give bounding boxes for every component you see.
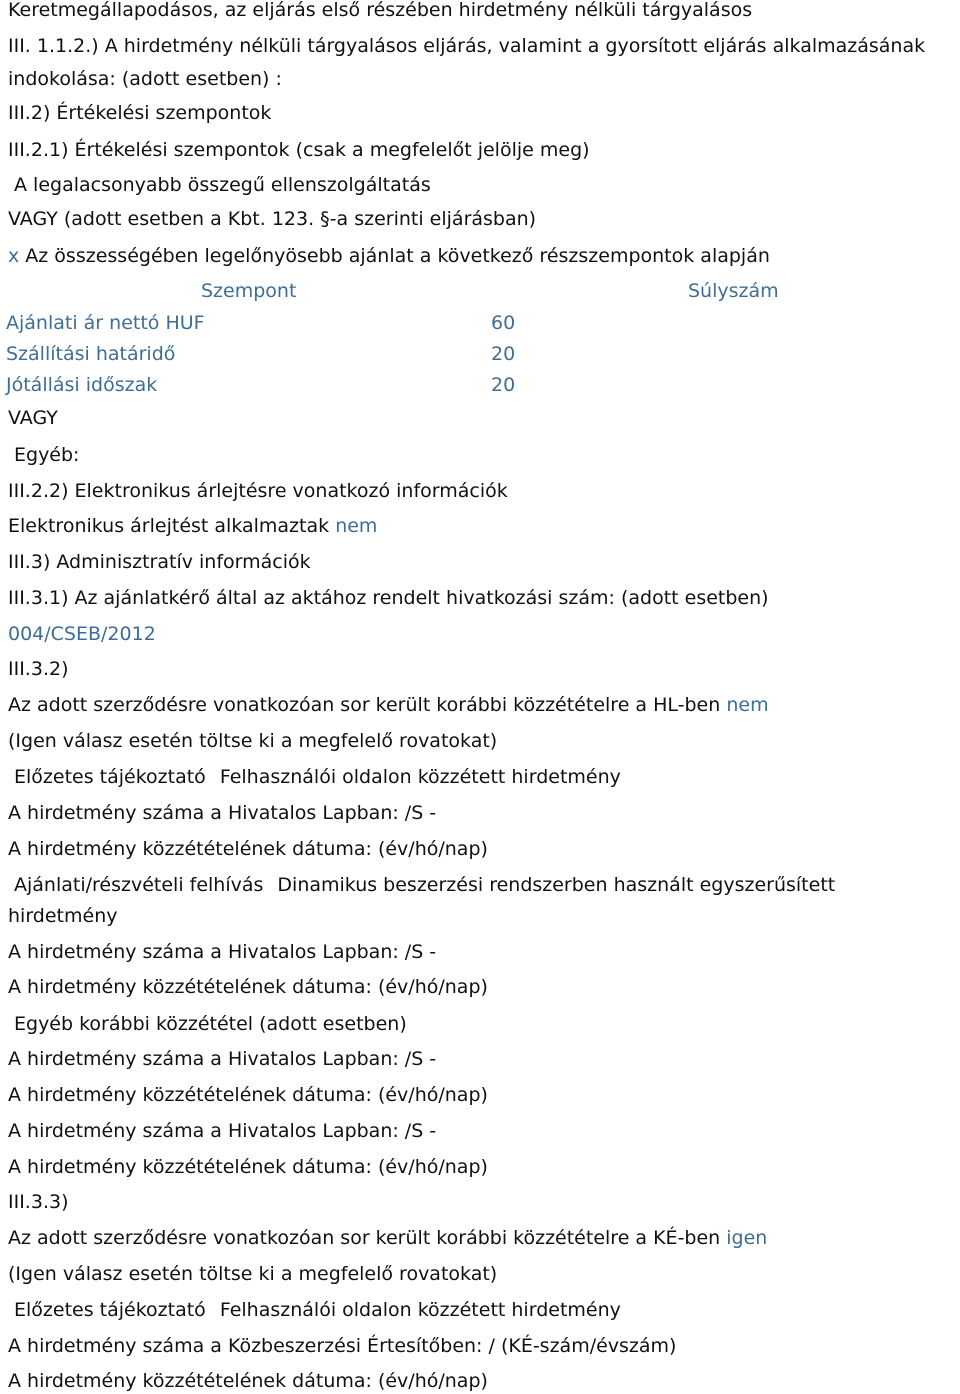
section-III-3-1-heading: III.3.1) Az ajánlatkérő által az aktához rendelt hivatkozási szám: (adott esetben) [8,587,769,609]
justification-line: indokolása: (adott esetben) : [8,68,282,90]
section-III-2-heading: III.2) Értékelési szempontok [8,102,272,124]
notice-publication-date: A hirdetmény közzétételének dátuma: (év/hó/nap) [8,1370,488,1392]
notice-publication-date: A hirdetmény közzétételének dátuma: (év/hó/nap) [8,838,488,860]
criterion-weight: 20 [491,374,516,396]
section-III-2-1-heading: III.2.1) Értékelési szempontok (csak a megfelelőt jelölje meg) [8,139,590,161]
section-III-3-heading: III.3) Adminisztratív információk [8,551,311,573]
notice-publication-date: A hirdetmény közzétételének dátuma: (év/hó/nap) [8,1084,488,1106]
prior-publication-hl-label: Az adott szerződésre vonatkozóan sor került korábbi közzétételre a HL-ben [8,694,721,716]
selected-mark: x [8,245,20,267]
prior-publication-ke-label: Az adott szerződésre vonatkozóan sor került korábbi közzétételre a KÉ-ben [8,1227,721,1249]
criterion-name: Szállítási határidő [6,343,176,365]
dps-simplified-notice-option: Dinamikus beszerzési rendszerben használt egyszerűsített [277,874,836,896]
procedure-type-line: Keretmegállapodásos, az eljárás első részében hirdetmény nélküli tárgyalásos [8,0,753,21]
best-value-label: Az összességében legelőnyösebb ajánlat a következő részszempontok alapján [25,245,770,267]
e-auction-line [8,513,377,539]
section-III-1-1-2-heading: III. 1.1.2.) A hirdetmény nélküli tárgyalásos eljárás, valamint a gyorsított eljárás alkalmazásának [8,35,926,57]
lowest-price-option: A legalacsonyabb összegű ellenszolgáltatás [14,174,431,196]
notice-type-options [14,872,835,898]
section-III-3-2-heading: III.3.2) [8,658,69,680]
prior-publication-hl-line [8,692,769,718]
notice-number-ojeu: A hirdetmény száma a Hivatalos Lapban: /S - [8,802,437,824]
e-auction-label: Elektronikus árlejtést alkalmaztak [8,515,330,537]
prior-publication-hl-value: nem [726,694,769,716]
notice-number-ojeu: A hirdetmény száma a Hivatalos Lapban: /S - [8,941,437,963]
or-kbt-line: VAGY (adott esetben a Kbt. 123. §-a szerinti eljárásban) [8,208,537,230]
notice-number-ojeu: A hirdetmény száma a Hivatalos Lapban: /S - [8,1048,437,1070]
other-prior-publication-option: Egyéb korábbi közzététel (adott esetben) [14,1013,407,1035]
fill-in-instruction: (Igen válasz esetén töltse ki a megfelelő rovatokat) [8,1263,498,1285]
criteria-header-weight: Súlyszám [688,280,779,302]
notice-type-options [14,764,621,790]
criterion-name: Jótállási időszak [6,374,158,396]
criterion-weight: 60 [491,312,516,334]
call-for-tenders-option: Ajánlati/részvételi felhívás [14,874,264,896]
e-auction-value: nem [335,515,378,537]
reference-number: 004/CSEB/2012 [8,623,156,645]
criteria-header-criterion: Szempont [201,280,297,302]
section-III-2-2-heading: III.2.2) Elektronikus árlejtésre vonatkozó információk [8,480,508,502]
buyer-profile-notice-option: Felhasználói oldalon közzétett hirdetmény [219,1299,621,1321]
fill-in-instruction: (Igen válasz esetén töltse ki a megfelelő rovatokat) [8,730,498,752]
buyer-profile-notice-option: Felhasználói oldalon közzétett hirdetmény [219,766,621,788]
criterion-weight: 20 [491,343,516,365]
or-line: VAGY [8,407,58,429]
dps-simplified-notice-option-cont: hirdetmény [8,905,118,927]
prior-information-option: Előzetes tájékoztató [14,766,206,788]
prior-publication-ke-line [8,1225,767,1251]
prior-publication-ke-value: igen [726,1227,768,1249]
notice-publication-date: A hirdetmény közzétételének dátuma: (év/hó/nap) [8,1156,488,1178]
notice-number-ke: A hirdetmény száma a Közbeszerzési Értesítőben: / (KÉ-szám/évszám) [8,1335,677,1357]
notice-type-options [14,1297,621,1323]
notice-publication-date: A hirdetmény közzétételének dátuma: (év/hó/nap) [8,976,488,998]
criterion-name: Ajánlati ár nettó HUF [6,312,205,334]
section-III-3-3-heading: III.3.3) [8,1191,69,1213]
prior-information-option: Előzetes tájékoztató [14,1299,206,1321]
other-criteria-label: Egyéb: [14,444,80,466]
best-value-option [8,243,770,269]
notice-number-ojeu: A hirdetmény száma a Hivatalos Lapban: /S - [8,1120,437,1142]
